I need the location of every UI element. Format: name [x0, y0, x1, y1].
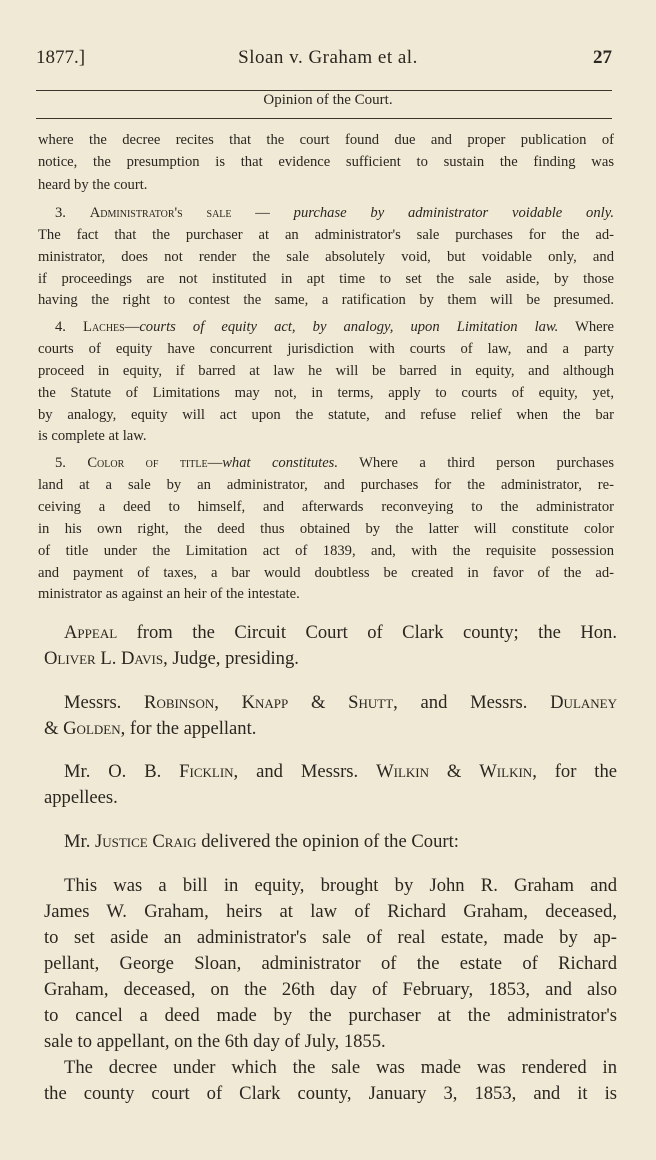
- text-line: [44, 830, 617, 854]
- text-line: [38, 475, 614, 495]
- text-line: [38, 130, 614, 150]
- text-segment: proceed in equity, if barred at law he will be barred in equity, and although: [38, 363, 614, 379]
- text-line: [44, 1004, 617, 1028]
- text-line: [38, 405, 614, 425]
- small-caps-text: Wilkin: [376, 761, 429, 782]
- section-subtitle: Opinion of the Court.: [263, 92, 393, 108]
- small-caps-text: Color of title: [87, 455, 208, 471]
- text-segment: ministrator as against an heir of the intestate.: [38, 586, 300, 602]
- text-line: [38, 225, 614, 245]
- text-line: [38, 383, 614, 403]
- small-caps-text: Robinson: [144, 692, 215, 713]
- text-line: [44, 786, 617, 810]
- text-segment: to set aside an administrator's sale of real estate, made by ap-: [44, 927, 617, 948]
- text-segment: heard by the court.: [38, 177, 148, 193]
- page-number: 27: [593, 47, 612, 68]
- small-caps-text: Shutt: [348, 692, 394, 713]
- text-line: [44, 717, 617, 741]
- small-caps-text: Laches: [83, 319, 125, 335]
- text-segment: ceiving a deed to himself, and afterwards reconveying to the administrator: [38, 499, 614, 515]
- text-segment: &: [288, 692, 349, 713]
- text-segment: the county court of Clark county, January 3, 1853, and it is: [44, 1083, 617, 1104]
- text-segment: &: [429, 761, 480, 782]
- text-segment: , Judge, presiding.: [163, 648, 299, 669]
- small-caps-text: Appeal: [64, 622, 118, 643]
- text-segment: , and Messrs.: [393, 692, 551, 713]
- text-segment: if proceedings are not instituted in apt time to set the sale aside, by those: [38, 271, 614, 287]
- text-line: [44, 1030, 617, 1054]
- text-segment: 5.: [55, 455, 88, 471]
- text-segment: courts of equity have concurrent jurisdiction with courts of law, and a party: [38, 341, 614, 357]
- text-segment: having the right to contest the same, a ratification by them will be presumed.: [38, 292, 614, 308]
- text-segment: sale to appellant, on the 6th day of July, 1855.: [44, 1031, 386, 1052]
- text-segment: to cancel a deed made by the purchaser at the administrator's: [44, 1005, 617, 1026]
- small-caps-text: Knapp: [241, 692, 289, 713]
- text-line: [38, 269, 614, 289]
- text-segment: This was a bill in equity, brought by John R. Graham and: [64, 875, 617, 896]
- text-segment: The fact that the purchaser at an administrator's sale purchases for the ad-: [38, 227, 614, 243]
- text-segment: 4.: [55, 319, 84, 335]
- small-caps-text: Wilkin: [479, 761, 533, 782]
- text-line: [38, 584, 614, 604]
- text-segment: Mr.: [64, 831, 95, 852]
- text-line: [38, 152, 614, 172]
- text-segment: Graham, deceased, on the 26th day of February, 1853, and also: [44, 979, 617, 1000]
- text-line: [44, 926, 617, 950]
- text-segment: and payment of taxes, a bar would doubtless be created in favor of the ad-: [38, 565, 614, 581]
- text-line: [44, 691, 617, 715]
- text-segment: appellees.: [44, 787, 118, 808]
- text-line: [44, 900, 617, 924]
- text-segment: —: [124, 319, 140, 335]
- text-segment: —: [207, 455, 223, 471]
- text-segment: , for the appellant.: [120, 718, 257, 739]
- small-caps-text: Oliver L. Davis: [44, 648, 164, 669]
- text-segment: Where a third person purchases: [338, 455, 614, 471]
- running-title: Sloan v. Graham et al.: [238, 47, 418, 68]
- text-line: [38, 563, 614, 583]
- text-line: [44, 1056, 617, 1080]
- text-segment: pellant, George Sloan, administrator of the estate of Richard: [44, 953, 617, 974]
- header-rule-top: [36, 90, 612, 91]
- italic-text: purchase by administrator voidable only.: [293, 205, 615, 221]
- italic-text: courts of equity act, by analogy, upon Limitation law.: [139, 319, 559, 335]
- small-caps-text: Ficklin: [179, 761, 234, 782]
- text-segment: Mr. O. B.: [64, 761, 180, 782]
- text-segment: of title under the Limitation act of 1839, and, with the requisite possession: [38, 543, 614, 559]
- text-segment: ministrator, does not render the sale absolutely void, but voidable only, and: [38, 249, 614, 265]
- text-segment: &: [44, 718, 64, 739]
- text-line: [44, 647, 617, 671]
- text-line: [44, 978, 617, 1002]
- text-line: [44, 760, 617, 784]
- text-segment: , and Messrs.: [233, 761, 377, 782]
- text-segment: from the Circuit Court of Clark county; the Hon.: [117, 622, 617, 643]
- text-segment: in his own right, the deed thus obtained by the latter will constitute color: [38, 521, 614, 537]
- text-segment: delivered the opinion of the Court:: [196, 831, 459, 852]
- text-segment: James W. Graham, heirs at law of Richard Graham, deceased,: [44, 901, 617, 922]
- text-line: [38, 339, 614, 359]
- text-line: [44, 874, 617, 898]
- text-segment: Messrs.: [64, 692, 145, 713]
- text-line: [38, 541, 614, 561]
- text-line: [38, 453, 614, 473]
- text-line: [38, 426, 614, 446]
- text-line: [38, 361, 614, 381]
- text-segment: —: [231, 205, 294, 221]
- text-segment: The decree under which the sale was made was rendered in: [64, 1057, 617, 1078]
- small-caps-text: Justice Craig: [95, 831, 197, 852]
- italic-text: what constitutes.: [222, 455, 339, 471]
- text-segment: is complete at law.: [38, 428, 147, 444]
- text-segment: by analogy, equity will act upon the statute, and refuse relief when the bar: [38, 407, 614, 423]
- text-segment: where the decree recites that the court found due and proper publication of: [38, 132, 614, 148]
- small-caps-text: Dulaney: [550, 692, 617, 713]
- header-rule-bottom: [36, 118, 612, 119]
- text-line: [38, 519, 614, 539]
- text-line: [38, 175, 614, 195]
- text-line: [38, 317, 614, 337]
- text-line: [44, 1082, 617, 1106]
- text-line: [44, 952, 617, 976]
- text-line: [38, 497, 614, 517]
- text-line: [38, 247, 614, 267]
- text-segment: 3.: [55, 205, 90, 221]
- small-caps-text: Administrator's sale: [89, 205, 232, 221]
- text-segment: notice, the presumption is that evidence sufficient to sustain the finding was: [38, 154, 614, 170]
- text-segment: , for the: [532, 761, 618, 782]
- small-caps-text: Golden: [63, 718, 121, 739]
- text-segment: Where: [558, 319, 614, 335]
- text-line: [44, 621, 617, 645]
- year-header: 1877.]: [36, 47, 86, 68]
- text-segment: ,: [214, 692, 242, 713]
- text-segment: land at a sale by an administrator, and purchases for the administrator, re-: [38, 477, 614, 493]
- text-line: [38, 290, 614, 310]
- text-segment: the Statute of Limitations may not, in terms, apply to courts of equity, yet,: [38, 385, 614, 401]
- text-line: [38, 203, 614, 223]
